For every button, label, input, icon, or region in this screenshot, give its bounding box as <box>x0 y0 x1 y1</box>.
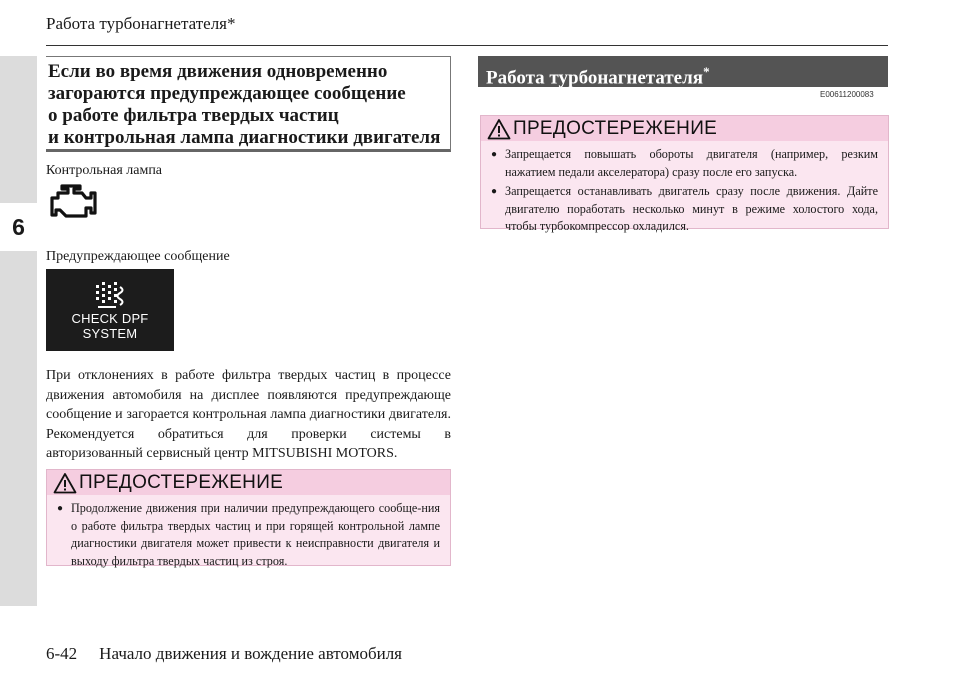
page-number: 6-42 <box>46 644 78 663</box>
message-label: Предупреждающее сообщение <box>46 249 230 264</box>
dpf-filter-icon <box>94 281 128 311</box>
chapter-side-strip <box>0 56 37 606</box>
section-title-line: Если во время движения одновременно <box>48 61 388 82</box>
chapter-tab: 6 <box>0 203 37 251</box>
caution-title: ПРЕДОСТЕРЕЖЕНИЕ <box>513 117 718 139</box>
dpf-body-paragraph: При отклонениях в работе фильтра твердых частиц в процессе движения автомобиля на дисплее появляются предупреждающе сообщение и загорается контрольная лампа диагностики двигателя. Рекомендуется обратиться для проверки системы в авторизованный сервисный центр MITSUBISHI MOTORS. <box>46 368 451 461</box>
warning-display-text: CHECK DPF SYSTEM <box>71 311 149 341</box>
caution-list <box>481 141 888 244</box>
caution-box-dpf <box>46 469 451 566</box>
dpf-warning-display <box>46 269 174 351</box>
caution-header <box>481 116 888 141</box>
section-title-line: загораются предупреждающее сообщение <box>48 83 406 104</box>
running-header: Работа турбонагнетателя* <box>46 14 236 33</box>
caution-item: ● Запрещается останавливать двигатель сразу после движения. Дайте двигателю поработать несколько минут в режиме холостого хода, чтобы турбокомпрессор охладился. <box>491 183 878 236</box>
warning-triangle-icon <box>487 118 511 140</box>
section-title-line: и контрольная лампа диагностики двигателя <box>48 127 441 148</box>
warning-triangle-icon <box>53 472 77 494</box>
header-rule <box>46 45 888 46</box>
section-title: Работа турбонагнетателя <box>486 67 704 89</box>
caution-header <box>47 470 450 495</box>
caution-item: ● Продолжение движения при наличии предупреждающего сообще-ния о работе фильтра твердых частиц и при горящей контрольной лампе диагностики двигателя может привести к неисправности двигателя и выходу фильтра твердых частиц из строя. <box>57 500 440 570</box>
engine-check-lamp-icon <box>46 181 98 223</box>
caution-title: ПРЕДОСТЕРЕЖЕНИЕ <box>79 471 284 493</box>
caution-list <box>47 495 450 578</box>
section-title-mark: * <box>703 64 710 79</box>
section-title-line: о работе фильтра твердых частиц <box>48 105 339 126</box>
section-heading-dpf <box>46 56 451 152</box>
page-footer <box>46 644 402 664</box>
caution-box-turbo <box>480 115 889 233</box>
caution-item: ● Запрещается повышать обороты двигателя (например, резким нажатием педали акселератора) сразу после его запуска. <box>491 146 878 181</box>
document-code: E00611200083 <box>820 90 874 99</box>
footer-chapter-title: Начало движения и вождение автомобиля <box>99 644 403 663</box>
lamp-label: Контрольная лампа <box>46 163 163 178</box>
section-heading-turbo <box>478 56 888 87</box>
